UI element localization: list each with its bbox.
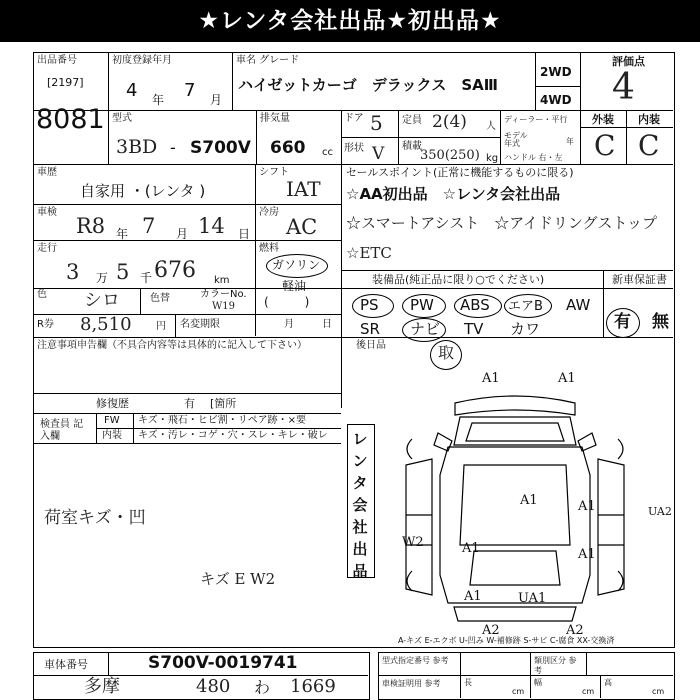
after-mark-circle	[430, 340, 462, 370]
handle-label: ハンドル 右・左	[504, 153, 563, 162]
damage-mark-5: UA2	[648, 505, 672, 518]
after-label: 後日品	[356, 340, 386, 351]
repair-place: [箇所	[210, 397, 237, 410]
color-code: W19	[212, 301, 236, 312]
displacement-label: 排気量	[260, 113, 290, 124]
circle-warranty	[606, 308, 640, 338]
equip-tv: TV	[464, 320, 484, 338]
banner-title: ★レンタ会社出品★初出品★	[0, 0, 700, 42]
plate-kana: わ	[254, 678, 271, 697]
reg-year-unit: 年	[152, 93, 165, 107]
shape-label: 形状	[344, 143, 364, 154]
inspection-day: 14	[198, 214, 225, 238]
inspection-year: 7	[142, 214, 156, 238]
mileage-rest: 676	[154, 258, 196, 283]
fuel-label: 燃料	[259, 243, 279, 254]
inspection-label: 車検	[37, 207, 57, 218]
repair-label: 修復歴	[96, 397, 129, 410]
reg-month-unit: 月	[210, 93, 223, 107]
model-year-unit: 年	[566, 137, 574, 146]
fuel-gasoline: ガソリン	[272, 258, 321, 272]
exterior-label: 外装	[592, 113, 614, 126]
equipment-title: 装備品(純正品に限り○でください)	[372, 273, 545, 286]
history-label: 車歴	[37, 167, 57, 178]
circle-abs	[454, 294, 502, 318]
inspection-era: R8	[76, 214, 106, 238]
km-unit: km	[214, 275, 230, 286]
reg-month: 7	[184, 80, 196, 101]
length-unit: cm	[512, 687, 525, 696]
points-line-2: ☆スマートアシスト ☆アイドリングストップ	[346, 214, 657, 232]
mileage-man-unit: 万	[96, 271, 109, 285]
damage-mark-7: A1	[462, 541, 480, 556]
plate-area: 多摩	[84, 676, 120, 697]
notes-title: 注意事項申告欄（不具合内容等は具体的に記入して下さい）	[37, 340, 307, 351]
equip-abs: ABS	[460, 296, 490, 314]
type-designation-label: 型式指定番号 参考	[382, 656, 449, 665]
capacity-value: 2(4)	[432, 112, 467, 132]
shift-value: IAT	[286, 177, 321, 201]
car-name: ハイゼットカーゴ デラックス SAⅢ	[238, 76, 498, 94]
mileage-sen: 5	[116, 260, 130, 284]
equip-aw: AW	[566, 296, 591, 314]
points-line-1: ☆AA初出品 ☆レンタ会社出品	[346, 185, 561, 203]
lot-prefix: [2197]	[47, 76, 84, 89]
fw-label: FW	[104, 415, 120, 426]
mileage-man: 3	[66, 260, 80, 284]
cc-unit: cc	[322, 147, 333, 158]
damage-mark-12: A2	[566, 623, 584, 638]
load-label: 積載	[402, 141, 422, 152]
length-label: 長	[464, 678, 472, 687]
warranty-no: 無	[652, 312, 669, 332]
model-code: S700V	[190, 138, 251, 158]
interior-notes-text: キズ・汚レ・コゲ・穴・スレ・キレ・破レ	[138, 430, 328, 441]
equip-airbag: エアB	[508, 299, 543, 314]
damage-mark-9: A1	[464, 589, 482, 604]
door-value: 5	[370, 111, 383, 135]
damage-mark-2: A1	[558, 371, 576, 386]
shape-value: V	[372, 144, 385, 164]
interior-label: 内装	[638, 113, 660, 126]
door-label: ドア	[344, 113, 364, 124]
equip-pw: PW	[410, 296, 434, 314]
rental-vertical-text: レンタ会社出品	[352, 430, 368, 580]
capacity-label: 定員	[402, 115, 422, 126]
ac-label: 冷房	[259, 207, 279, 218]
chassis-label: 車体番号	[44, 658, 88, 671]
dealer-label: ディーラー・平行	[504, 115, 568, 124]
inspection-month-unit: 月	[176, 227, 189, 241]
inspector-label: 検査員 記入欄	[40, 419, 84, 442]
circle-ps	[352, 294, 394, 318]
equip-leather: カワ	[510, 320, 541, 338]
model-year-label: モデル 年式	[504, 131, 528, 148]
interior-notes-label: 内装	[102, 430, 122, 441]
points-title: セールスポイント(正常に機能するものに限る)	[346, 166, 574, 179]
equip-sr: SR	[360, 320, 380, 338]
equip-ps: PS	[360, 296, 379, 314]
after-mark: 取	[438, 343, 455, 362]
color-change-label: 色替	[150, 293, 170, 304]
score-label: 評価点	[612, 55, 645, 68]
inspection-year-unit: 年	[116, 227, 129, 241]
damage-mark-8: A1	[578, 547, 596, 562]
yen-unit: 円	[156, 321, 166, 332]
circle-pw	[402, 294, 446, 318]
damage-legend: A-キズ E-エクボ U-凹み W-補修跡 S-サビ C-腐食 XX-交換済	[398, 636, 615, 645]
repair-none: 有	[184, 397, 195, 410]
load-value: 350(250)	[420, 148, 480, 163]
width-unit: cm	[582, 687, 595, 696]
height-label: 高	[604, 678, 612, 687]
meigi-day-unit: 日	[322, 319, 332, 330]
damage-mark-3: A1	[520, 493, 538, 508]
kg-unit: kg	[486, 153, 499, 164]
category-label: 類別区分 参考	[534, 656, 577, 675]
height-unit: cm	[652, 687, 665, 696]
recycle-label: R券	[37, 319, 54, 330]
drive-4wd: 4WD	[540, 93, 572, 107]
damage-mark-4: A1	[578, 499, 596, 514]
inspection-day-unit: 日	[238, 227, 251, 241]
fuel-other: ( )	[264, 295, 310, 309]
damage-mark-6: W2	[402, 535, 424, 550]
reg-year: 4	[126, 80, 138, 101]
recycle-value: 8,510	[80, 314, 132, 335]
drive-2wd: 2WD	[540, 65, 572, 79]
warranty-title: 新車保証書	[612, 273, 667, 286]
fuel-diesel: 軽油	[282, 279, 307, 293]
reg-label: 初度登録年月	[112, 55, 172, 66]
car-diagram	[390, 375, 640, 640]
meigi-month-unit: 月	[284, 319, 294, 330]
circle-airbag	[504, 294, 552, 318]
history-value: 自家用 ・(レンタ )	[80, 182, 206, 200]
model-label: 型式	[112, 113, 132, 124]
person-unit: 人	[486, 121, 496, 132]
circle-navi	[402, 318, 446, 342]
color-value: シロ	[84, 290, 120, 311]
damage-mark-11: A2	[482, 623, 500, 638]
color-code-label: カラーNo.	[200, 289, 247, 300]
width-label: 幅	[534, 678, 542, 687]
displacement-value: 660	[270, 138, 306, 158]
meigi-label: 名変期限	[180, 319, 220, 330]
points-line-3: ☆ETC	[346, 244, 392, 262]
exterior-grade: C	[594, 129, 616, 162]
model-prefix: 3BD	[116, 136, 158, 158]
ac-value: AC	[286, 215, 318, 239]
name-label: 車名 グレード	[236, 55, 300, 66]
plate-class: 480	[196, 676, 231, 697]
vehicle-cert-label: 車検証明用 参考	[382, 679, 441, 688]
handwritten-note-1: 荷室キズ・凹	[44, 508, 146, 528]
fw-text: キズ・飛石・ヒビ割・リペア跡・×要	[138, 415, 306, 426]
chassis-number: S700V-0019741	[148, 653, 298, 673]
plate-number: 1669	[290, 676, 336, 697]
color-label: 色	[37, 289, 47, 300]
lot-label: 出品番号	[37, 55, 77, 66]
score-value: 4	[612, 67, 635, 108]
equip-navi: ナビ	[410, 320, 441, 338]
warranty-yes: 有	[614, 312, 631, 332]
mileage-label: 走行	[37, 243, 57, 254]
mileage-sen-unit: 千	[140, 271, 153, 285]
handwritten-note-2: キズ E W2	[200, 570, 276, 588]
damage-mark-10: UA1	[518, 591, 547, 606]
damage-mark-1: A1	[482, 371, 500, 386]
lot-number: 8081	[36, 104, 105, 135]
interior-grade: C	[638, 129, 660, 162]
shift-label: シフト	[259, 167, 289, 178]
